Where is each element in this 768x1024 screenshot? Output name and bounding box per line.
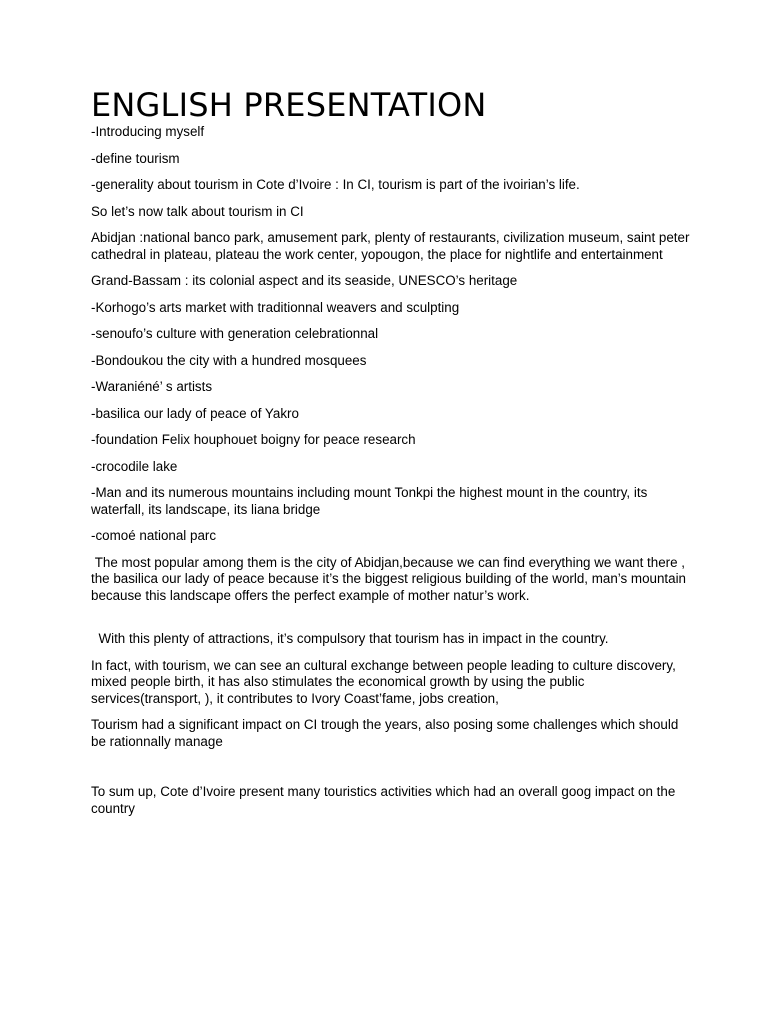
- paragraph: In fact, with tourism, we can see an cultural exchange between people leading to culture discovery, mixed people birth, it has also stimulates the economical growth by using the public services(transport, ), it contributes to Ivory Coast’fame, jobs creation,: [91, 657, 676, 706]
- paragraph: Grand-Bassam : its colonial aspect and its seaside, UNESCO’s heritage: [91, 273, 518, 288]
- paragraph: -basilica our lady of peace of Yakro: [91, 405, 299, 421]
- paragraph: -generality about tourism in Cote d’Ivoire : In CI, tourism is part of the ivoirian’s life.: [91, 177, 580, 192]
- paragraph: -crocodile lake: [91, 458, 178, 474]
- paragraph: -foundation Felix houphouet boigny for peace research: [91, 432, 416, 447]
- blank-line: [91, 614, 691, 631]
- paragraph: -comoé national parc: [91, 528, 217, 543]
- paragraph: So let’s now talk about tourism in CI: [91, 203, 304, 219]
- document-title: ENGLISH PRESENTATION: [91, 86, 487, 124]
- paragraph: -define tourism: [91, 150, 180, 166]
- paragraph: -Korhogo’s arts market with traditionnal weavers and sculpting: [91, 299, 460, 315]
- paragraph: -senoufo’s culture with generation celebrationnal: [91, 326, 379, 341]
- paragraph: Abidjan :national banco park, amusement park, plenty of restaurants, civilization museum, saint peter cathedral in plateau, plateau the work center, yopougon, the place for nightlife and entertainment: [91, 230, 690, 262]
- paragraph: -Waraniéné’ s artists: [91, 379, 213, 394]
- blank-line: [91, 760, 691, 784]
- paragraph: With this plenty of attractions, it’s compulsory that tourism has in impact in the country.: [91, 631, 609, 646]
- paragraph: The most popular among them is the city of Abidjan,because we can find everything we want there , the basilica our lady of peace because it’s the biggest religious building of the world, man’s mountain because this landscape offers the perfect example of mother natur’s work.: [91, 554, 690, 603]
- paragraph: -Introducing myself: [91, 124, 205, 139]
- paragraph: Tourism had a significant impact on CI trough the years, also posing some challenges which should be rationnally manage: [91, 717, 679, 749]
- document-page: [91, 86, 691, 827]
- paragraph: -Man and its numerous mountains including mount Tonkpi the highest mount in the country, its waterfall, its landscape, its liana bridge: [91, 485, 648, 517]
- paragraph: To sum up, Cote d’Ivoire present many touristics activities which had an overall goog impact on the country: [91, 784, 676, 816]
- paragraph: -Bondoukou the city with a hundred mosquees: [91, 352, 367, 368]
